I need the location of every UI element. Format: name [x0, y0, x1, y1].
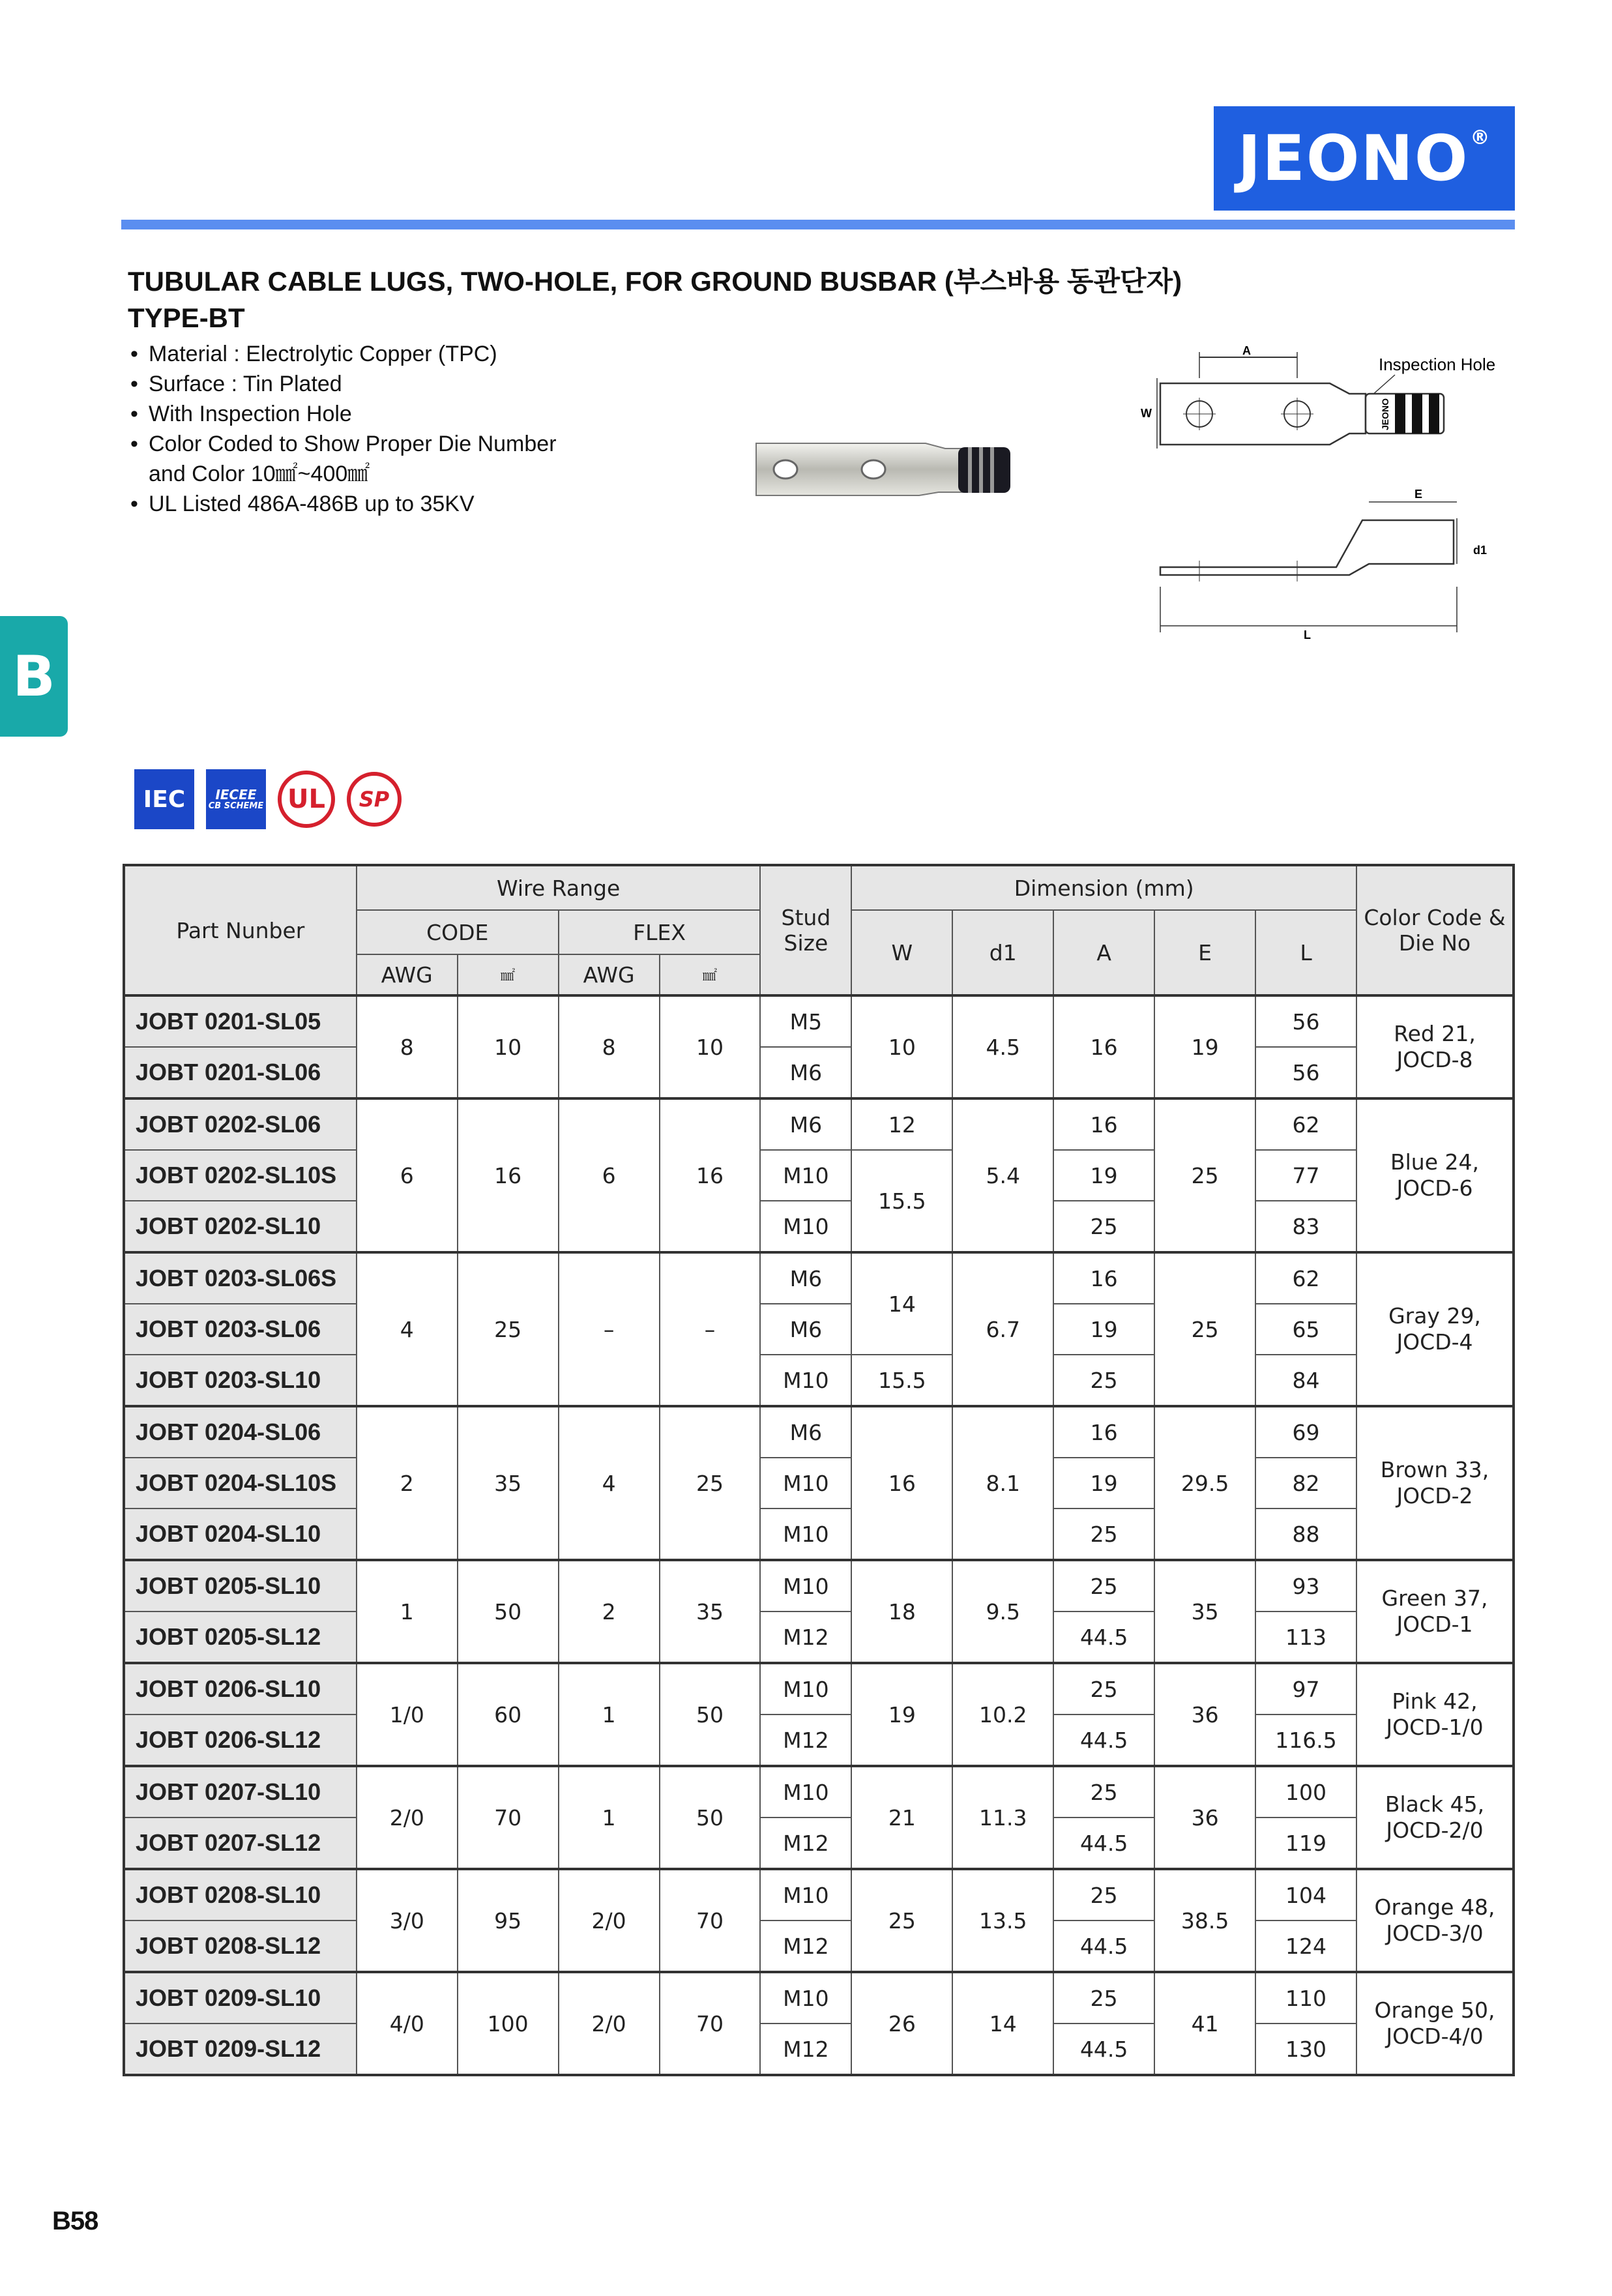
a-cell: 16: [1053, 1252, 1154, 1304]
flex-awg-cell: 2/0: [559, 1869, 660, 1972]
flex-mm2-cell: 70: [660, 1869, 761, 1972]
table-row: [124, 1818, 1514, 1869]
part-number-cell: JOBT 0209-SL12: [124, 2024, 357, 2075]
product-photo: [743, 430, 1056, 508]
header-wire-range: Wire Range: [357, 865, 761, 910]
flex-mm2-cell: 10: [660, 995, 761, 1098]
code-awg-cell: 4/0: [357, 1972, 458, 2075]
part-number-cell: JOBT 0205-SL10: [124, 1560, 357, 1612]
stud-size-cell: M10: [760, 1663, 851, 1715]
lug-marking: JEONO: [1380, 398, 1390, 430]
stud-size-cell: M10: [760, 1355, 851, 1406]
stud-size-cell: M12: [760, 1715, 851, 1766]
d1-cell: 6.7: [952, 1252, 1053, 1406]
header-part-number: Part Nunber: [124, 865, 357, 995]
iecee-subtext: CB SCHEME: [208, 801, 264, 811]
code-mm2-cell: 70: [458, 1766, 559, 1869]
color-code-text: Orange 50,: [1374, 1997, 1495, 2023]
table-row: [124, 1406, 1514, 1458]
d1-cell: 10.2: [952, 1663, 1053, 1766]
color-code-text: Brown 33,: [1380, 1457, 1489, 1482]
part-number-cell: JOBT 0208-SL12: [124, 1921, 357, 1972]
label-w: W: [1141, 407, 1152, 420]
registered-mark: ®: [1470, 126, 1491, 149]
l-cell: 84: [1255, 1355, 1356, 1406]
color-die-cell: [1356, 1766, 1514, 1869]
a-cell: 25: [1053, 1201, 1154, 1252]
code-mm2-cell: 25: [458, 1252, 559, 1406]
flex-awg-cell: 1: [559, 1663, 660, 1766]
l-cell: 82: [1255, 1458, 1356, 1509]
logo-text: JEONO: [1237, 122, 1469, 195]
feature-item: • Material : Electrolytic Copper (TPC): [130, 339, 557, 369]
l-cell: 100: [1255, 1766, 1356, 1818]
a-cell: 44.5: [1053, 2024, 1154, 2075]
flex-awg-cell: 8: [559, 995, 660, 1098]
part-number-cell: JOBT 0208-SL10: [124, 1869, 357, 1921]
e-cell: 29.5: [1154, 1406, 1255, 1560]
w-cell: 10: [851, 995, 952, 1098]
flex-mm2-cell: 50: [660, 1766, 761, 1869]
part-number-cell: JOBT 0204-SL10: [124, 1509, 357, 1560]
e-cell: 41: [1154, 1972, 1255, 2075]
part-number-cell: JOBT 0206-SL12: [124, 1715, 357, 1766]
table-row: [124, 1612, 1514, 1663]
stud-size-cell: M5: [760, 995, 851, 1047]
d1-cell: 14: [952, 1972, 1053, 2075]
label-d1: d1: [1473, 544, 1487, 557]
iecee-text: IECEE: [215, 787, 257, 802]
table-row: [124, 1715, 1514, 1766]
label-e: E: [1414, 488, 1423, 501]
a-cell: 19: [1053, 1458, 1154, 1509]
table-row: [124, 1355, 1514, 1406]
header-a: A: [1053, 910, 1154, 995]
code-mm2-cell: 95: [458, 1869, 559, 1972]
a-cell: 19: [1053, 1304, 1154, 1355]
l-cell: 116.5: [1255, 1715, 1356, 1766]
flex-mm2-cell: 16: [660, 1098, 761, 1252]
color-die-cell: [1356, 995, 1514, 1098]
l-cell: 77: [1255, 1150, 1356, 1201]
stud-size-cell: M10: [760, 1150, 851, 1201]
die-number-text: JOCD-3/0: [1386, 1921, 1484, 1946]
flex-awg-cell: –: [559, 1252, 660, 1406]
part-number-cell: JOBT 0202-SL10: [124, 1201, 357, 1252]
code-awg-cell: 2/0: [357, 1766, 458, 1869]
die-number-text: JOCD-2: [1396, 1483, 1473, 1509]
part-number-cell: JOBT 0202-SL06: [124, 1098, 357, 1150]
color-die-cell: [1356, 1663, 1514, 1766]
part-number-cell: JOBT 0202-SL10S: [124, 1150, 357, 1201]
e-cell: 36: [1154, 1663, 1255, 1766]
flex-mm2-cell: 70: [660, 1972, 761, 2075]
flex-mm2-cell: 35: [660, 1560, 761, 1663]
w-cell: 15.5: [851, 1355, 952, 1406]
color-code-text: Red 21,: [1394, 1021, 1476, 1046]
table-row: [124, 2024, 1514, 2075]
e-cell: 25: [1154, 1252, 1255, 1406]
code-awg-cell: 3/0: [357, 1869, 458, 1972]
stud-size-cell: M12: [760, 2024, 851, 2075]
stud-size-cell: M6: [760, 1406, 851, 1458]
header-l: L: [1255, 910, 1356, 995]
header-e: E: [1154, 910, 1255, 995]
table-row: [124, 1869, 1514, 1921]
a-cell: 25: [1053, 1766, 1154, 1818]
table-row: [124, 1663, 1514, 1715]
page-title: [128, 263, 1182, 336]
page-number: B58: [52, 2207, 98, 2235]
w-cell: 16: [851, 1406, 952, 1560]
e-cell: 36: [1154, 1766, 1255, 1869]
code-awg-cell: 1: [357, 1560, 458, 1663]
a-cell: 44.5: [1053, 1612, 1154, 1663]
header-flex-mm2: ㎟: [660, 954, 761, 995]
part-number-cell: JOBT 0209-SL10: [124, 1972, 357, 2024]
a-cell: 19: [1053, 1150, 1154, 1201]
header-d1: d1: [952, 910, 1053, 995]
die-number-text: JOCD-2/0: [1386, 1818, 1484, 1843]
csa-logo: SP: [347, 772, 402, 827]
l-cell: 88: [1255, 1509, 1356, 1560]
stud-size-cell: M10: [760, 1509, 851, 1560]
flex-mm2-cell: 50: [660, 1663, 761, 1766]
table-row: [124, 1150, 1514, 1201]
l-cell: 93: [1255, 1560, 1356, 1612]
e-cell: 25: [1154, 1098, 1255, 1252]
color-die-cell: [1356, 1869, 1514, 1972]
part-number-cell: JOBT 0204-SL10S: [124, 1458, 357, 1509]
table-row: [124, 1560, 1514, 1612]
code-awg-cell: 4: [357, 1252, 458, 1406]
d1-cell: 13.5: [952, 1869, 1053, 1972]
color-die-cell: [1356, 1406, 1514, 1560]
stud-size-cell: M10: [760, 1972, 851, 2024]
die-number-text: JOCD-4/0: [1386, 2024, 1484, 2049]
table-row: [124, 1201, 1514, 1252]
l-cell: 62: [1255, 1098, 1356, 1150]
table-row: [124, 1972, 1514, 2024]
a-cell: 25: [1053, 1663, 1154, 1715]
stud-size-cell: M12: [760, 1612, 851, 1663]
a-cell: 25: [1053, 1869, 1154, 1921]
a-cell: 44.5: [1053, 1818, 1154, 1869]
part-number-cell: JOBT 0201-SL05: [124, 995, 357, 1047]
color-code-text: Gray 29,: [1388, 1303, 1481, 1329]
a-cell: 16: [1053, 1406, 1154, 1458]
part-number-cell: JOBT 0201-SL06: [124, 1047, 357, 1098]
code-awg-cell: 1/0: [357, 1663, 458, 1766]
color-code-text: Green 37,: [1381, 1585, 1488, 1611]
stud-size-cell: M10: [760, 1201, 851, 1252]
code-awg-cell: 8: [357, 995, 458, 1098]
l-cell: 69: [1255, 1406, 1356, 1458]
dimension-drawing: [1108, 339, 1525, 645]
part-number-cell: JOBT 0205-SL12: [124, 1612, 357, 1663]
l-cell: 56: [1255, 1047, 1356, 1098]
w-cell: 15.5: [851, 1150, 952, 1252]
w-cell: 25: [851, 1869, 952, 1972]
w-cell: 14: [851, 1252, 952, 1355]
spec-table: [123, 864, 1515, 2076]
table-row: [124, 1766, 1514, 1818]
d1-cell: 8.1: [952, 1406, 1053, 1560]
code-mm2-cell: 60: [458, 1663, 559, 1766]
a-cell: 25: [1053, 1972, 1154, 2024]
l-cell: 119: [1255, 1818, 1356, 1869]
a-cell: 44.5: [1053, 1715, 1154, 1766]
flex-awg-cell: 2: [559, 1560, 660, 1663]
color-die-cell: [1356, 1972, 1514, 2075]
code-mm2-cell: 16: [458, 1098, 559, 1252]
header-code-awg: AWG: [357, 954, 458, 995]
ul-logo: UL: [278, 771, 335, 828]
e-cell: 38.5: [1154, 1869, 1255, 1972]
color-code-text: Pink 42,: [1392, 1688, 1478, 1714]
iecee-cb-logo: [206, 769, 266, 829]
stud-size-cell: M12: [760, 1818, 851, 1869]
a-cell: 25: [1053, 1560, 1154, 1612]
d1-cell: 5.4: [952, 1098, 1053, 1252]
die-number-text: JOCD-1: [1396, 1612, 1473, 1637]
l-cell: 62: [1255, 1252, 1356, 1304]
die-number-text: JOCD-6: [1396, 1175, 1473, 1201]
d1-cell: 11.3: [952, 1766, 1053, 1869]
table-row: [124, 1098, 1514, 1150]
title-line-2: TYPE-BT: [128, 302, 245, 333]
a-cell: 16: [1053, 1098, 1154, 1150]
part-number-cell: JOBT 0207-SL12: [124, 1818, 357, 1869]
stud-size-cell: M10: [760, 1560, 851, 1612]
color-code-text: Orange 48,: [1374, 1894, 1495, 1920]
a-cell: 44.5: [1053, 1921, 1154, 1972]
color-die-cell: [1356, 1098, 1514, 1252]
part-number-cell: JOBT 0203-SL06: [124, 1304, 357, 1355]
flex-mm2-cell: –: [660, 1252, 761, 1406]
table-row: [124, 1921, 1514, 1972]
code-mm2-cell: 100: [458, 1972, 559, 2075]
w-cell: 12: [851, 1098, 952, 1150]
stud-size-cell: M6: [760, 1047, 851, 1098]
w-cell: 18: [851, 1560, 952, 1663]
e-cell: 19: [1154, 995, 1255, 1098]
color-die-cell: [1356, 1252, 1514, 1406]
l-cell: 56: [1255, 995, 1356, 1047]
header-color-code: Color Code & Die No: [1356, 865, 1514, 995]
l-cell: 104: [1255, 1869, 1356, 1921]
w-cell: 26: [851, 1972, 952, 2075]
stud-size-cell: M10: [760, 1766, 851, 1818]
code-awg-cell: 6: [357, 1098, 458, 1252]
table-row: [124, 1458, 1514, 1509]
d1-cell: 9.5: [952, 1560, 1053, 1663]
a-cell: 16: [1053, 995, 1154, 1098]
die-number-text: JOCD-8: [1396, 1047, 1473, 1072]
feature-item: • UL Listed 486A-486B up to 35KV: [130, 489, 557, 519]
stud-size-cell: M6: [760, 1098, 851, 1150]
header-rule: [121, 220, 1515, 229]
certification-marks: [134, 769, 402, 829]
l-cell: 113: [1255, 1612, 1356, 1663]
feature-item: • With Inspection Hole: [130, 399, 557, 429]
flex-awg-cell: 2/0: [559, 1972, 660, 2075]
stud-size-cell: M6: [760, 1252, 851, 1304]
inspection-hole-label: Inspection Hole: [1379, 355, 1496, 374]
flex-awg-cell: 6: [559, 1098, 660, 1252]
w-cell: 19: [851, 1663, 952, 1766]
section-tab-b: B: [0, 616, 68, 737]
stud-size-cell: M12: [760, 1921, 851, 1972]
table-row: [124, 1304, 1514, 1355]
part-number-cell: JOBT 0203-SL06S: [124, 1252, 357, 1304]
die-number-text: JOCD-1/0: [1386, 1715, 1484, 1740]
header-code-mm2: ㎟: [458, 954, 559, 995]
header-code: CODE: [357, 910, 559, 954]
stud-size-cell: M10: [760, 1869, 851, 1921]
l-cell: 65: [1255, 1304, 1356, 1355]
l-cell: 97: [1255, 1663, 1356, 1715]
part-number-cell: JOBT 0207-SL10: [124, 1766, 357, 1818]
header-dimension: Dimension (mm): [851, 865, 1356, 910]
header-flex: FLEX: [559, 910, 761, 954]
jeono-logo: [1214, 106, 1515, 211]
code-mm2-cell: 50: [458, 1560, 559, 1663]
part-number-cell: JOBT 0206-SL10: [124, 1663, 357, 1715]
a-cell: 25: [1053, 1509, 1154, 1560]
code-mm2-cell: 10: [458, 995, 559, 1098]
header-w: W: [851, 910, 952, 995]
header-stud-size: Stud Size: [760, 865, 851, 995]
stud-size-cell: M6: [760, 1304, 851, 1355]
l-cell: 110: [1255, 1972, 1356, 2024]
flex-mm2-cell: 25: [660, 1406, 761, 1560]
l-cell: 130: [1255, 2024, 1356, 2075]
label-a: A: [1242, 344, 1251, 357]
feature-item: • Surface : Tin Plated: [130, 369, 557, 399]
l-cell: 124: [1255, 1921, 1356, 1972]
l-cell: 83: [1255, 1201, 1356, 1252]
part-number-cell: JOBT 0203-SL10: [124, 1355, 357, 1406]
feature-list: [130, 339, 557, 519]
table-row: [124, 1252, 1514, 1304]
flex-awg-cell: 1: [559, 1766, 660, 1869]
d1-cell: 4.5: [952, 995, 1053, 1098]
color-code-text: Blue 24,: [1390, 1149, 1479, 1175]
feature-item-continued: and Color 10㎟~400㎟: [149, 462, 370, 486]
flex-awg-cell: 4: [559, 1406, 660, 1560]
code-mm2-cell: 35: [458, 1406, 559, 1560]
die-number-text: JOCD-4: [1396, 1329, 1473, 1355]
w-cell: 21: [851, 1766, 952, 1869]
table-row: [124, 1047, 1514, 1098]
code-awg-cell: 2: [357, 1406, 458, 1560]
a-cell: 25: [1053, 1355, 1154, 1406]
table-row: [124, 995, 1514, 1047]
part-number-cell: JOBT 0204-SL06: [124, 1406, 357, 1458]
title-line-1: TUBULAR CABLE LUGS, TWO-HOLE, FOR GROUND BUSBAR (부스바용 동관단자): [128, 266, 1182, 297]
table-row: [124, 1509, 1514, 1560]
iec-logo: IEC: [134, 769, 194, 829]
color-code-text: Black 45,: [1385, 1791, 1485, 1817]
e-cell: 35: [1154, 1560, 1255, 1663]
label-l: L: [1304, 628, 1311, 641]
feature-item: • Color Coded to Show Proper Die Number: [130, 429, 557, 459]
header-flex-awg: AWG: [559, 954, 660, 995]
stud-size-cell: M10: [760, 1458, 851, 1509]
color-die-cell: [1356, 1560, 1514, 1663]
